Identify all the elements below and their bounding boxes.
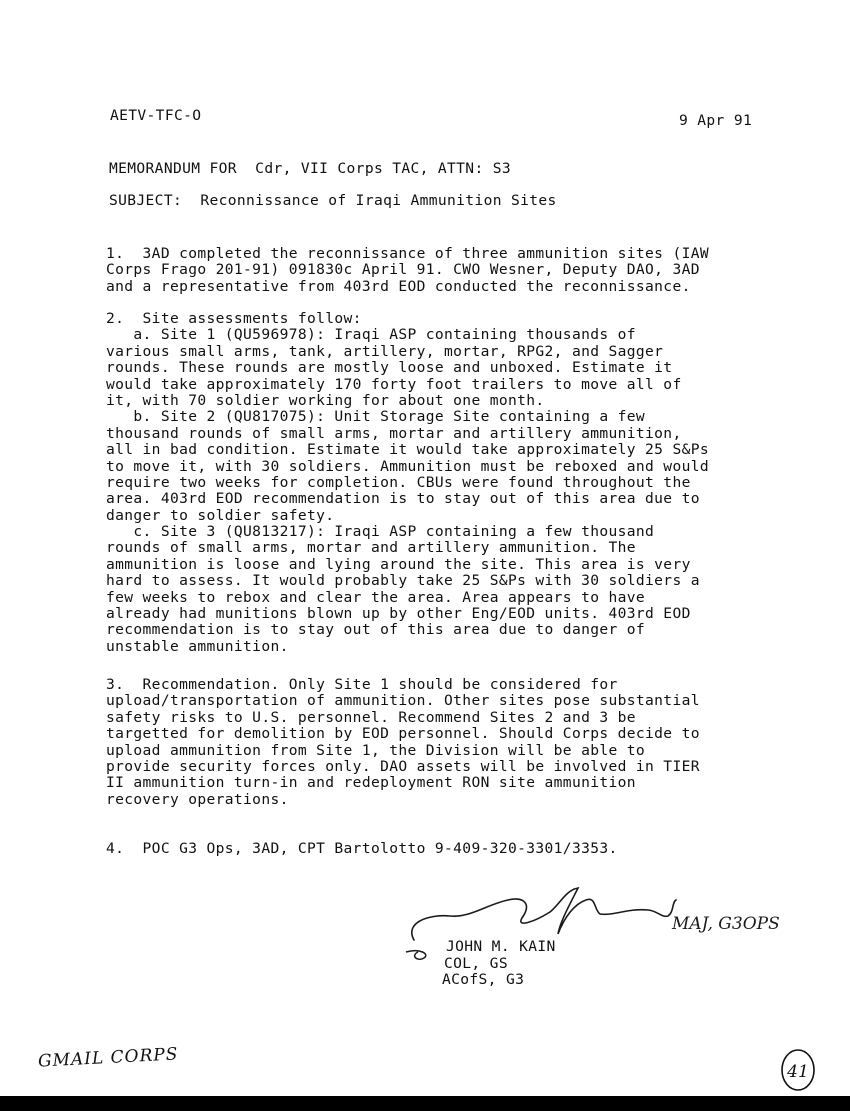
paragraph-2 xyxy=(106,311,786,655)
paragraph-line: Corps Frago 201-91) 091830c April 91. CWO Wesner, Deputy DAO, 3AD xyxy=(106,261,700,279)
paragraph-line: ammunition is loose and lying around the site. This area is very xyxy=(106,555,691,573)
paragraph-line: thousand rounds of small arms, mortar and artillery ammunition, xyxy=(106,424,682,442)
paragraph-line: a. Site 1 (QU596978): Iraqi ASP containing thousands of xyxy=(106,326,636,344)
paragraph-line: 1. 3AD completed the reconnissance of three ammunition sites (IAW xyxy=(106,245,709,262)
paragraph-line: recommendation is to stay out of this area due to danger of xyxy=(106,621,646,639)
page-number: 41 xyxy=(787,1062,809,1082)
paragraph-line: various small arms, tank, artillery, mortar, RPG2, and Sagger xyxy=(106,342,664,360)
paragraph-line: unstable ammunition. xyxy=(106,637,289,655)
paragraph-line: 3. Recommendation. Only Site 1 should be considered for xyxy=(106,676,618,693)
paragraph-line: rounds of small arms, mortar and artillery ammunition. The xyxy=(106,539,636,557)
paragraph-line: all in bad condition. Estimate it would take approximately 25 S&Ps xyxy=(106,441,709,459)
memorandum-for: MEMORANDUM FOR Cdr, VII Corps TAC, ATTN: S3 xyxy=(109,160,511,177)
paragraph-4: 4. POC G3 Ops, 3AD, CPT Bartolotto 9-409-320-3301/3353. xyxy=(106,840,618,857)
paragraph-line: it, with 70 soldier working for about one month. xyxy=(106,391,545,409)
paragraph-line: danger to soldier safety. xyxy=(106,506,335,524)
paragraph-line: upload ammunition from Site 1, the Division will be able to xyxy=(106,741,646,759)
subject-line: SUBJECT: Reconnissance of Iraqi Ammunition Sites xyxy=(109,192,557,209)
paragraph-line: provide security forces only. DAO assets will be involved in TIER xyxy=(106,757,700,775)
paragraph-line: to move it, with 30 soldiers. Ammunition must be reboxed and would xyxy=(106,457,709,475)
circle-mark xyxy=(779,1046,817,1094)
paragraph-line: recovery operations. xyxy=(106,790,289,808)
paragraph-line: hard to assess. It would probably take 25 S&Ps with 30 soldiers a xyxy=(106,572,700,590)
signer-rank: COL, GS xyxy=(444,955,508,972)
paragraph-1 xyxy=(106,246,786,295)
paragraph-line: safety risks to U.S. personnel. Recommend Sites 2 and 3 be xyxy=(106,708,636,726)
paragraph-line: II ammunition turn-in and redeployment RON site ammunition xyxy=(106,774,636,792)
paragraph-line: require two weeks for completion. CBUs were found throughout the xyxy=(106,473,691,491)
signature-note: MAJ, G3OPS xyxy=(672,914,780,934)
signer-title: ACofS, G3 xyxy=(442,971,525,988)
paragraph-line: few weeks to rebox and clear the area. Area appears to have xyxy=(106,588,646,606)
paragraph-line: 2. Site assessments follow: xyxy=(106,310,362,327)
paragraph-line: and a representative from 403rd EOD conducted the reconnissance. xyxy=(106,277,691,295)
paragraph-3 xyxy=(106,677,786,808)
paragraph-line: already had munitions blown up by other Eng/EOD units. 403rd EOD xyxy=(106,605,691,623)
office-symbol: AETV-TFC-O xyxy=(110,107,202,124)
paragraph-line: c. Site 3 (QU813217): Iraqi ASP containing a few thousand xyxy=(106,523,655,541)
memo-date: 9 Apr 91 xyxy=(679,112,753,129)
paragraph-line: rounds. These rounds are mostly loose and unboxed. Estimate it xyxy=(106,359,673,377)
paragraph-line: b. Site 2 (QU817075): Unit Storage Site containing a few xyxy=(106,408,646,426)
signer-name: JOHN M. KAIN xyxy=(446,938,556,955)
scan-edge-bar xyxy=(0,1096,850,1111)
paragraph-line: would take approximately 170 forty foot trailers to move all of xyxy=(106,375,682,393)
paragraph-line: area. 403rd EOD recommendation is to stay out of this area due to xyxy=(106,490,700,508)
paragraph-line: targetted for demolition by EOD personnel. Should Corps decide to xyxy=(106,725,700,743)
page-number-circle xyxy=(779,1046,817,1094)
handwritten-bottom-note: GMAIL CORPS xyxy=(37,1044,179,1072)
paragraph-line: upload/transportation of ammunition. Other sites pose substantial xyxy=(106,692,700,710)
